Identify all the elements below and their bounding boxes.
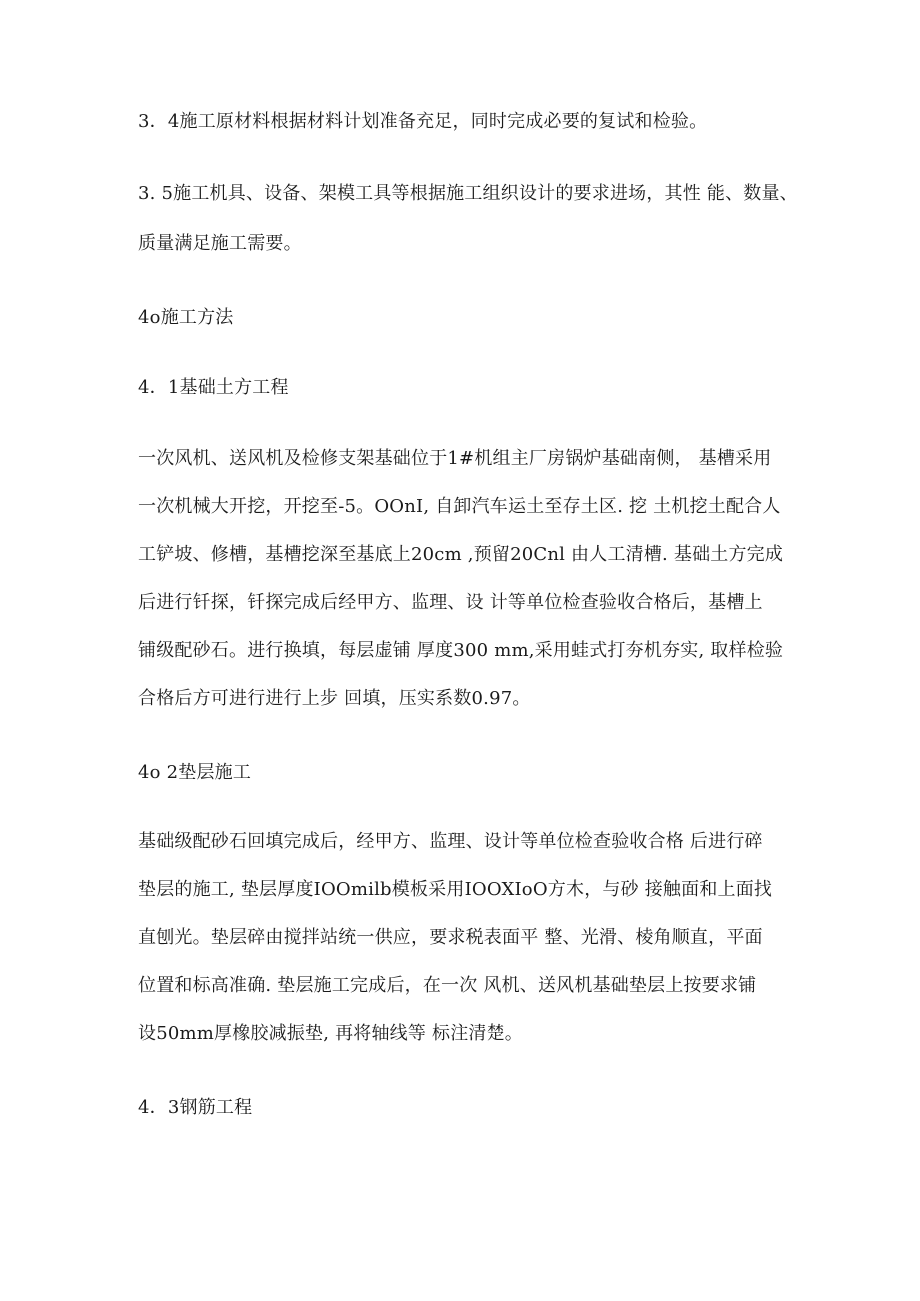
section-heading-4-3: 4．3钢筋工程 bbox=[138, 1097, 253, 1118]
paragraph-4-1-line-1: 一次风机、送风机及检修支架基础位于1#机组主厂房锅炉基础南侧， 基槽采用 bbox=[138, 448, 772, 469]
paragraph-4-2-line-2: 垫层的施工, 垫层厚度IOOmilb模板采用IOOXIoO方木，与砂 接触面和上面找 bbox=[138, 879, 773, 900]
paragraph-4-1-line-2: 一次机械大开挖，开挖至-5。OOnI, 自卸汽车运土至存土区. 挖 土机挖土配合人 bbox=[138, 496, 781, 517]
paragraph-4-2-line-4: 位置和标高准确. 垫层施工完成后，在一次 风机、送风机基础垫层上按要求铺 bbox=[138, 975, 757, 996]
section-heading-4-2: 4o 2垫层施工 bbox=[138, 762, 252, 783]
paragraph-4-1-line-3: 工铲坡、修槽，基槽挖深至基底上20cm ,预留20Cnl 由人工清槽. 基础土方完成 bbox=[138, 544, 784, 565]
paragraph-3-5-line-1: 3. 5施工机具、设备、架模工具等根据施工组织设计的要求进场，其性 能、数量、 bbox=[138, 183, 798, 204]
paragraph-4-1-line-4: 后进行钎探，钎探完成后经甲方、监理、设 计等单位检查验收合格后，基槽上 bbox=[138, 592, 763, 613]
paragraph-4-2-line-3: 直刨光。垫层碎由搅拌站统一供应，要求税表面平 整、光滑、棱角顺直，平面 bbox=[138, 927, 763, 948]
paragraph-4-2-line-5: 设50mm厚橡胶减振垫, 再将轴线等 标注清楚。 bbox=[138, 1023, 524, 1044]
section-heading-4: 4o施工方法 bbox=[138, 307, 234, 328]
paragraph-4-1-line-5: 铺级配砂石。进行换填，每层虚铺 厚度300 mm,采用蛙式打夯机夯实, 取样检验 bbox=[138, 640, 784, 661]
paragraph-3-4: 3．4施工原材料根据材料计划准备充足，同时完成必要的复试和检验。 bbox=[138, 111, 708, 132]
paragraph-4-2-line-1: 基础级配砂石回填完成后，经甲方、监理、设计等单位检查验收合格 后进行碎 bbox=[138, 831, 763, 852]
section-heading-4-1: 4．1基础土方工程 bbox=[138, 377, 289, 398]
paragraph-4-1-line-6: 合格后方可进行进行上步 回填，压实系数0.97。 bbox=[138, 688, 531, 709]
paragraph-3-5-line-2: 质量满足施工需要。 bbox=[138, 233, 302, 254]
